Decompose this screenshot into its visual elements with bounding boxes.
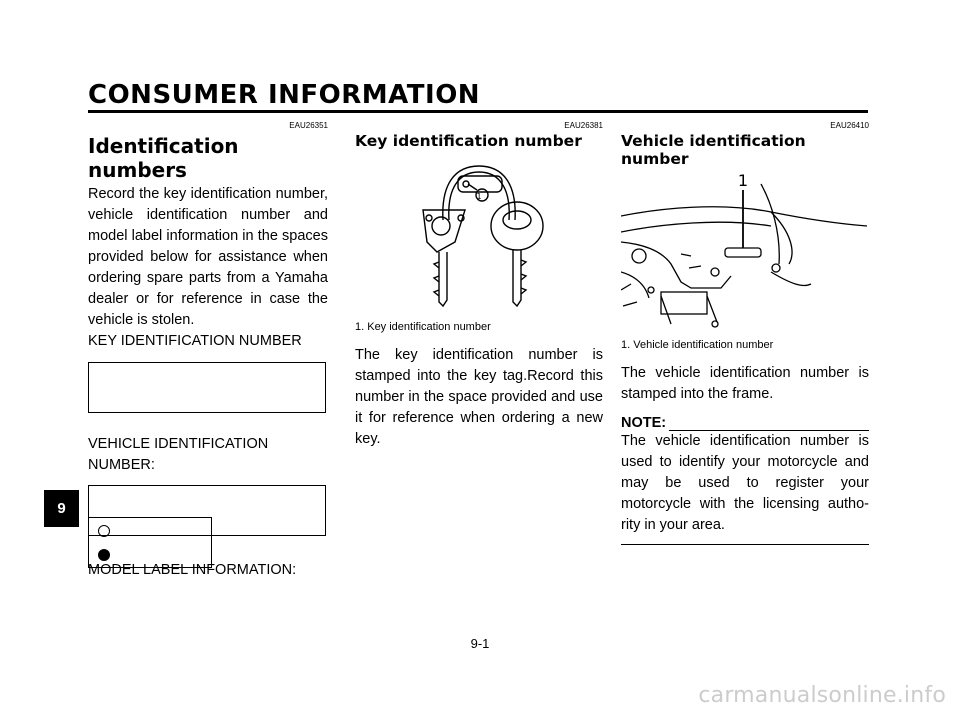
note-end-rule bbox=[621, 544, 869, 545]
title-rule bbox=[88, 110, 868, 113]
column-identification-numbers bbox=[88, 120, 328, 581]
chapter-tab: 9 bbox=[44, 490, 79, 527]
section-heading: Identification numbers bbox=[88, 134, 239, 182]
note-header bbox=[621, 415, 869, 431]
note-rule bbox=[669, 418, 869, 431]
vin-paragraph: The vehicle identification number is stamped into the frame. bbox=[621, 365, 869, 402]
model-label: MODEL LABEL INFORMATION: bbox=[88, 562, 297, 578]
note-paragraph: The vehicle identification number is used to identify your motorcycle and may be used to register your motorcycle with the licensing autho-rity in your area. bbox=[621, 433, 869, 533]
column-key-identification bbox=[355, 120, 603, 450]
section-heading: Key identification number bbox=[355, 132, 582, 150]
key-paragraph: The key identification number is stamped into the key tag.Record this number in the space provided and use it for reference when ordering a new key. bbox=[355, 347, 603, 447]
watermark: carmanualsonline.info bbox=[698, 683, 946, 708]
frame-illustration bbox=[621, 172, 869, 330]
vin-label: VEHICLE IDENTIFICATION NUMBER: bbox=[88, 436, 269, 473]
section-code: EAU26410 bbox=[830, 121, 869, 130]
section-code: EAU26381 bbox=[564, 121, 603, 130]
intro-paragraph: Record the key identification number, vehicle identification number and model label information in the spaces provided below for assistance when ordering spare parts from a Yamaha dealer or for reference in case the vehicle is stolen. bbox=[88, 186, 328, 328]
key-caption: 1. Key identification number bbox=[355, 321, 491, 333]
page-title: CONSUMER INFORMATION bbox=[88, 80, 481, 110]
model-label-box[interactable] bbox=[88, 517, 212, 568]
ring-icon bbox=[98, 525, 110, 537]
vin-callout-number: 1 bbox=[737, 172, 749, 190]
key-id-box[interactable] bbox=[88, 362, 326, 413]
vin-caption: 1. Vehicle identification number bbox=[621, 339, 774, 351]
dot-icon bbox=[98, 549, 110, 561]
page-number: 9-1 bbox=[470, 636, 490, 651]
section-heading: Vehicle identification number bbox=[621, 132, 806, 168]
column-vehicle-identification bbox=[621, 120, 869, 545]
key-id-label: KEY IDENTIFICATION NUMBER bbox=[88, 333, 302, 349]
key-callout-number: 1 bbox=[476, 192, 482, 201]
note-label: NOTE: bbox=[621, 415, 667, 431]
keys-illustration bbox=[355, 154, 603, 312]
section-code: EAU26351 bbox=[289, 121, 328, 130]
